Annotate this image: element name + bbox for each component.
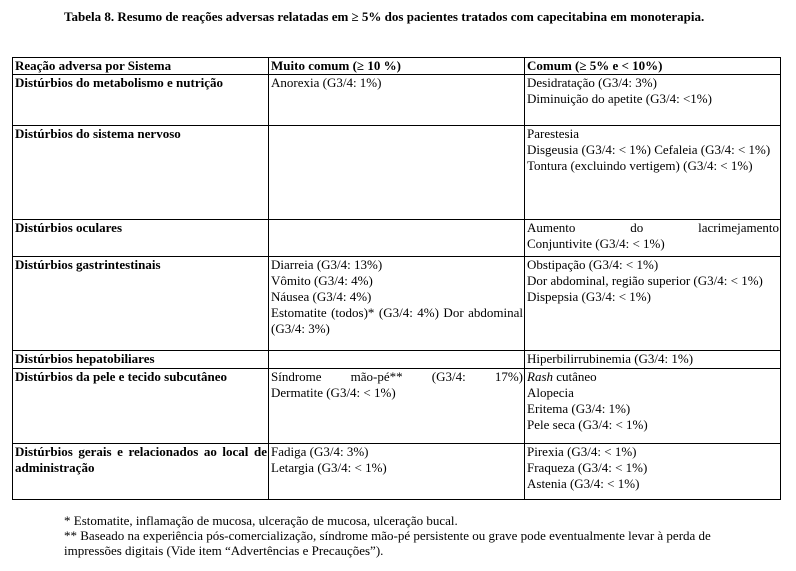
adverse-reactions-table: [12, 57, 781, 500]
reaction-item: Síndrome mão-pé** (G3/4: 17%): [271, 369, 523, 384]
reaction-item: Diarreia (G3/4: 13%): [271, 257, 383, 272]
table-row: [13, 444, 781, 500]
reaction-item: Alopecia: [527, 385, 574, 400]
table-row: [13, 369, 781, 444]
reaction-item: Tontura (excluindo vertigem) (G3/4: < 1%): [527, 158, 753, 173]
header-common: Comum (≥ 5% e < 10%): [525, 58, 781, 75]
very-common-cell: [269, 257, 525, 351]
reaction-item: Pele seca (G3/4: < 1%): [527, 417, 648, 432]
reaction-item: Conjuntivite (G3/4: < 1%): [527, 236, 665, 251]
table-header-row: [13, 58, 781, 75]
system-cell: Distúrbios da pele e tecido subcutâneo: [13, 369, 269, 444]
reaction-item: Hiperbilirrubinemia (G3/4: 1%): [527, 351, 694, 366]
reaction-item: Dor abdominal, região superior (G3/4: < 1%): [527, 273, 763, 288]
common-cell: [525, 369, 781, 444]
common-cell: [525, 257, 781, 351]
very-common-cell: [269, 369, 525, 444]
reaction-item: Dispepsia (G3/4: < 1%): [527, 289, 651, 304]
system-cell: Distúrbios do sistema nervoso: [13, 126, 269, 220]
reaction-item: Obstipação (G3/4: < 1%): [527, 257, 659, 272]
table-row: [13, 126, 781, 220]
system-cell: Distúrbios oculares: [13, 220, 269, 257]
reaction-item: Aumento do lacrimejamento: [527, 220, 779, 235]
table-caption: Tabela 8. Resumo de reações adversas relatadas em ≥ 5% dos pacientes tratados com capecitabina em monoterapia.: [64, 9, 705, 24]
system-cell: Distúrbios hepatobiliares: [13, 351, 269, 369]
table-row: [13, 351, 781, 369]
common-cell: [525, 220, 781, 257]
header-system: Reação adversa por Sistema: [13, 58, 269, 75]
table-row: [13, 75, 781, 126]
reaction-item: Dermatite (G3/4: < 1%): [271, 385, 396, 400]
very-common-cell: [269, 126, 525, 220]
very-common-cell: [269, 444, 525, 500]
rash-rest: cutâneo: [553, 369, 597, 384]
common-cell: [525, 351, 781, 369]
common-cell: [525, 75, 781, 126]
reaction-item: Pirexia (G3/4: < 1%): [527, 444, 637, 459]
very-common-cell: [269, 220, 525, 257]
reaction-item: Parestesia: [527, 126, 579, 141]
reaction-item: Letargia (G3/4: < 1%): [271, 460, 387, 475]
reaction-item: Astenia (G3/4: < 1%): [527, 476, 640, 491]
reaction-item: Disgeusia (G3/4: < 1%) Cefaleia (G3/4: < 1%): [527, 142, 771, 157]
common-cell: [525, 126, 781, 220]
reaction-item: Diminuição do apetite (G3/4: <1%): [527, 91, 712, 106]
system-cell: Distúrbios do metabolismo e nutrição: [13, 75, 269, 126]
reaction-item: Anorexia (G3/4: 1%): [271, 75, 382, 90]
header-very-common: Muito comum (≥ 10 %): [269, 58, 525, 75]
footnotes: [64, 513, 734, 558]
rash-italic-word: Rash: [527, 369, 553, 384]
reaction-item: Eritema (G3/4: 1%): [527, 401, 631, 416]
reaction-item: Fraqueza (G3/4: < 1%): [527, 460, 648, 475]
table-row: [13, 257, 781, 351]
footnote-stomatitis: * Estomatite, inflamação de mucosa, ulceração de mucosa, ulceração bucal.: [64, 513, 458, 528]
reaction-item: Desidratação (G3/4: 3%): [527, 75, 657, 90]
reaction-item: Vômito (G3/4: 4%): [271, 273, 373, 288]
reaction-item: Fadiga (G3/4: 3%): [271, 444, 369, 459]
footnote-hand-foot: ** Baseado na experiência pós-comercialização, síndrome mão-pé persistente ou grave pode eventualmente levar à perda de impressões digitais (Vide item “Advertências e Precauções”).: [64, 528, 711, 558]
table-row: [13, 220, 781, 257]
system-cell: Distúrbios gastrintestinais: [13, 257, 269, 351]
very-common-cell: [269, 351, 525, 369]
reaction-item: Estomatite (todos)* (G3/4: 4%) Dor abdominal (G3/4: 3%): [271, 305, 523, 336]
common-cell: [525, 444, 781, 500]
system-cell: Distúrbios gerais e relacionados ao local de administração: [13, 444, 269, 500]
reaction-item-rash: [527, 369, 779, 385]
reaction-item: Náusea (G3/4: 4%): [271, 289, 372, 304]
very-common-cell: [269, 75, 525, 126]
